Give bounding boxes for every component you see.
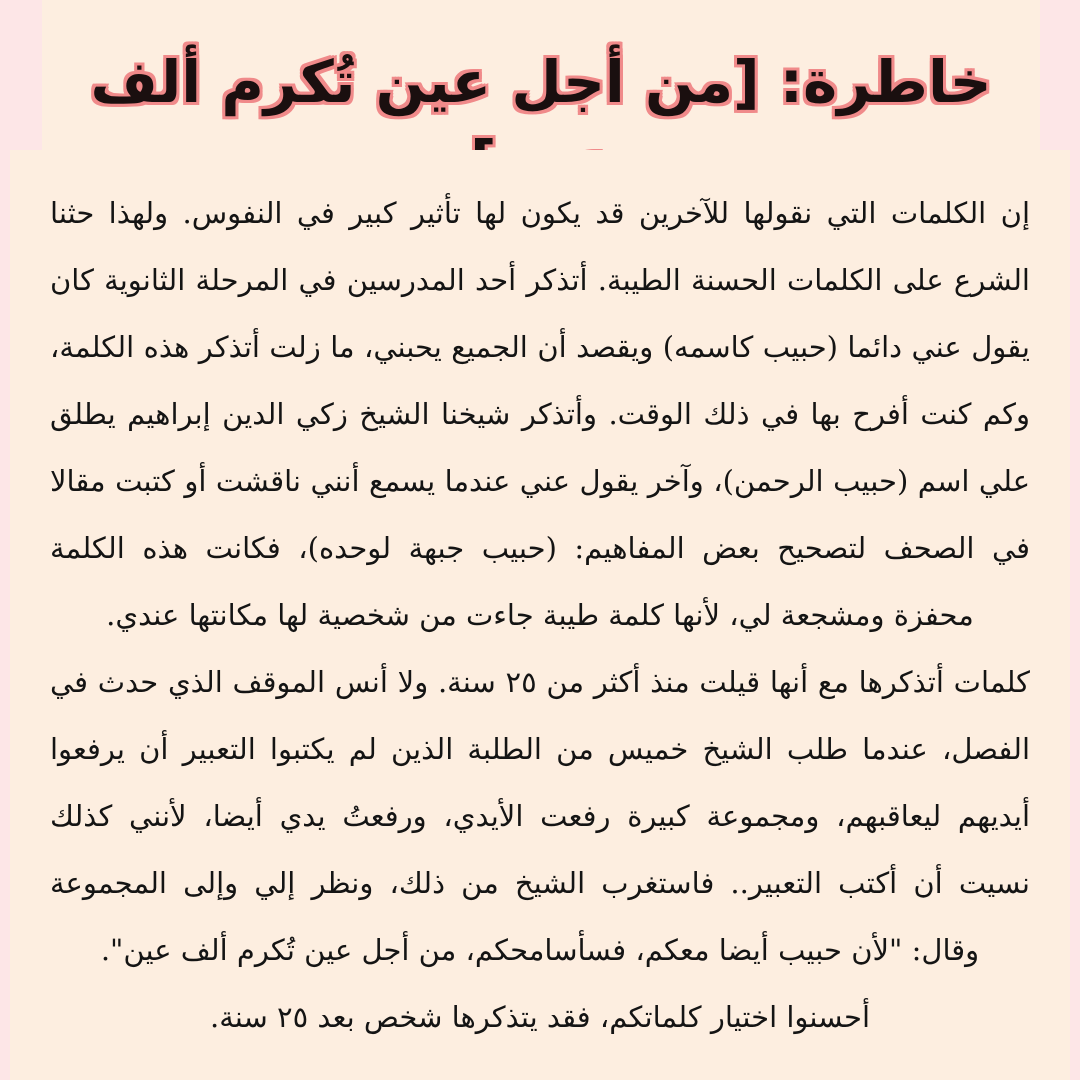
- article-text: [50, 180, 1030, 1051]
- page-title: خاطرة: [من أجل عين تُكرم ألف: [90, 48, 992, 116]
- title-panel: [42, 0, 1040, 150]
- paragraph-2: كلمات أتذكرها مع أنها قيلت منذ أكثر من ٢٥ سنة. ولا أنس الموقف الذي حدث في الفصل، عندما طلب الشيخ خميس من الطلبة الذين لم يكتبوا التعبير أن يرفعوا أيديهم ليعاقبهم، ومجموعة كبيرة رفعت الأيدي، ورفعتُ يدي أيضا، لأنني كذلك نسيت أن أكتب التعبير.. فاستغرب الشيخ من ذلك، ونظر إلي وإلى المجموعة وقال: "لأن حبيب أيضا معكم، فسأسامحكم، من أجل عين تُكرم ألف عين".: [50, 665, 1030, 967]
- body-panel: [10, 150, 1070, 1080]
- paragraph-1: إن الكلمات التي نقولها للآخرين قد يكون لها تأثير كبير في النفوس. ولهذا حثنا الشرع على الكلمات الحسنة الطيبة. أتذكر أحد المدرسين في المرحلة الثانوية كان يقول عني دائما (حبيب كاسمه) ويقصد أن الجميع يحبني، ما زلت أتذكر هذه الكلمة، وكم كنت أفرح بها في ذلك الوقت. وأتذكر شيخنا الشيخ زكي الدين إبراهيم يطلق علي اسم (حبيب الرحمن)، وآخر يقول عني عندما يسمع أنني ناقشت أو كتبت مقالا في الصحف لتصحيح بعض المفاهيم: (حبيب جبهة لوحده)، فكانت هذه الكلمة محفزة ومشجعة لي، لأنها كلمة طيبة جاءت من شخصية لها مكانتها عندي.: [50, 196, 1030, 632]
- paragraph-3: أحسنوا اختيار كلماتكم، فقد يتذكرها شخص بعد ٢٥ سنة.: [209, 1000, 871, 1034]
